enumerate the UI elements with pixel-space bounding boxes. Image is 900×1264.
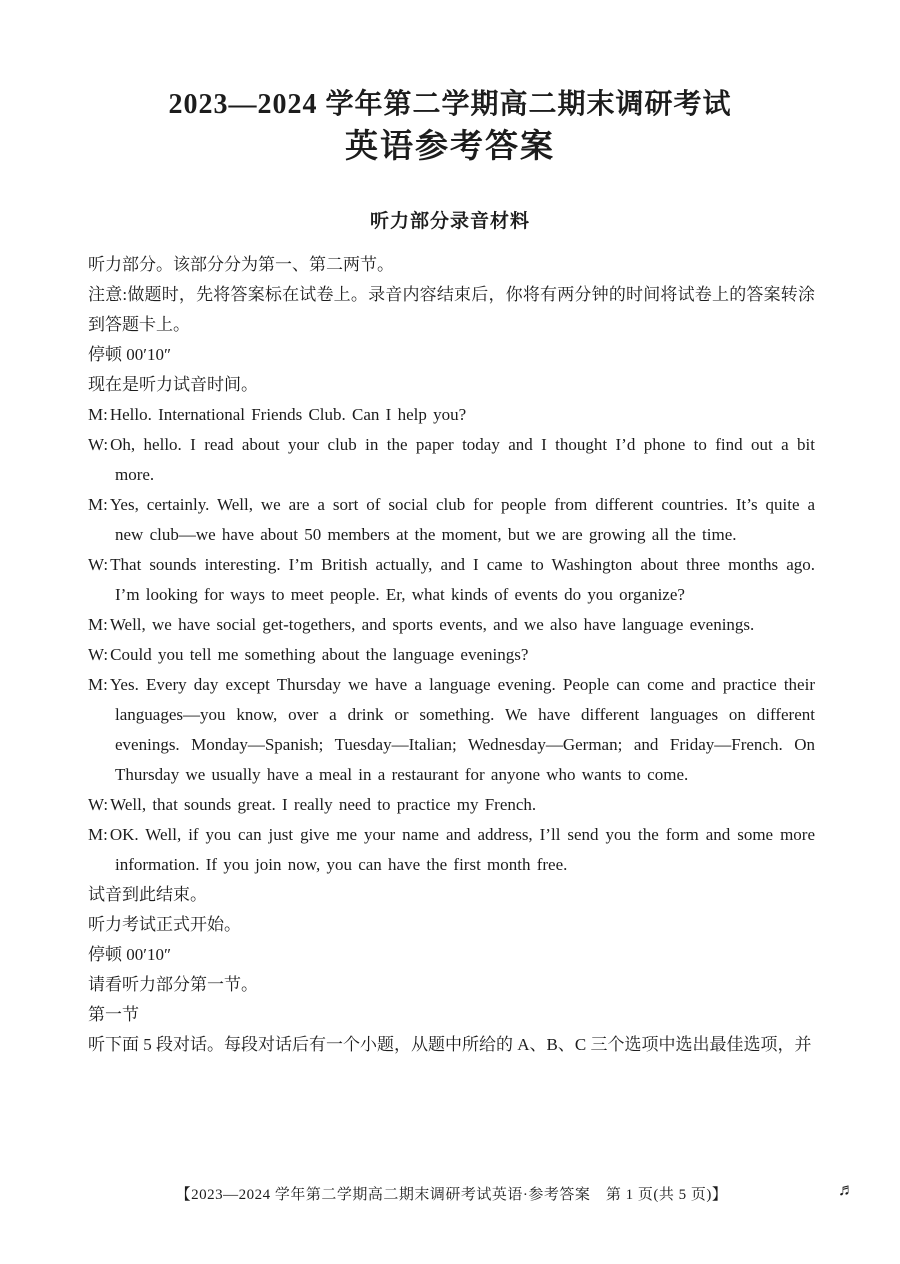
section-heading: 听力部分录音材料	[369, 211, 530, 233]
speaker-label: W:	[88, 434, 109, 454]
page-title: 2023—2024 学年第二学期高二期末调研考试	[168, 89, 732, 120]
transcript-line: 听下面 5 段对话。每段对话后有一个小题，从题中所给的 A、B、C 三个选项中选出最佳选项，并	[88, 1034, 812, 1054]
speaker-label: M:	[88, 614, 108, 634]
speaker-label: M:	[88, 404, 108, 424]
transcript-line: 停顿 00′10″	[88, 344, 172, 364]
transcript-line: W: Oh, hello. I read about your club in the paper today and I thought I’d phone to find out a bit more.	[88, 434, 815, 484]
transcript-line: 请看听力部分第一节。	[88, 974, 258, 994]
transcript-line: M: Yes. Every day except Thursday we have a language evening. People can come and practice their languages—you know, over a drink or something. We have different languages on different evenings. Monday—Spanish; Tuesday—Italian; Wednesday—German; and Friday—French. On Thursday we usually have a meal in a restaurant for anyone who wants to come.	[88, 674, 815, 784]
transcript-line: M: Yes, certainly. Well, we are a sort of social club for people from different countries. It’s quite a new club—we have about 50 members at the moment, but we are growing all the time.	[88, 494, 815, 544]
transcript-line: 现在是听力试音时间。	[88, 374, 258, 394]
speaker-label: W:	[88, 554, 109, 574]
speaker-label: M:	[88, 674, 108, 694]
transcript-line: M: OK. Well, if you can just give me your name and address, I’ll send you the form and some more information. If you join now, you can have the first month free.	[88, 824, 815, 874]
transcript-line: 第一节	[88, 1004, 139, 1024]
transcript-line: W: Could you tell me something about the language evenings?	[88, 644, 529, 664]
transcript-line: M: Hello. International Friends Club. Can I help you?	[88, 404, 467, 424]
transcript-line: 听力考试正式开始。	[88, 914, 241, 934]
transcript-line: W: Well, that sounds great. I really need to practice my French.	[88, 794, 537, 814]
page-footer: 【2023—2024 学年第二学期高二期末调研考试英语·参考答案 第 1 页(共 5 页)】	[175, 1187, 728, 1203]
transcript-line: 听力部分。该部分分为第一、第二两节。	[88, 254, 394, 274]
speaker-label: M:	[88, 824, 108, 844]
transcript-line: 停顿 00′10″	[88, 944, 172, 964]
transcript-line: 注意:做题时，先将答案标在试卷上。录音内容结束后，你将有两分钟的时间将试卷上的答案转涂到答题卡上。	[88, 284, 815, 334]
speaker-label: M:	[88, 494, 108, 514]
transcript-line: W: That sounds interesting. I’m British actually, and I came to Washington about three months ago. I’m looking for ways to meet people. Er, what kinds of events do you organize?	[88, 554, 815, 604]
speaker-label: W:	[88, 794, 109, 814]
speaker-label: W:	[88, 644, 109, 664]
page-subtitle: 英语参考答案	[345, 128, 555, 165]
transcript-line: M: Well, we have social get-togethers, and sports events, and we also have language evenings.	[88, 614, 755, 634]
transcript-line: 试音到此结束。	[88, 884, 207, 904]
transcript	[88, 250, 815, 1060]
music-note-icon: ♬	[838, 1180, 855, 1199]
